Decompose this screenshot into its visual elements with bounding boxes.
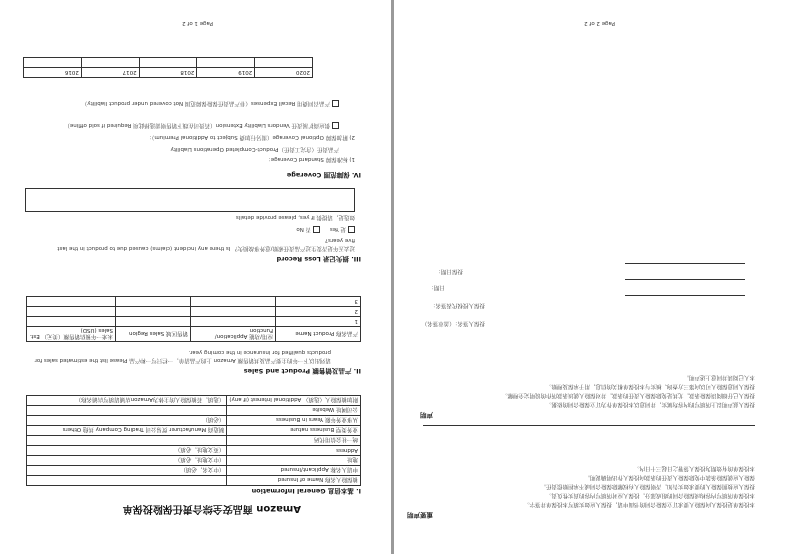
date-label: 日期： — [428, 284, 445, 290]
table-cell: 从事业务年限 Years in Business — [227, 416, 361, 426]
coverage-option-vendors — [64, 122, 339, 130]
table-cell: 被保险人名称 Name of Insured — [227, 476, 361, 486]
representative-line[interactable] — [625, 295, 745, 296]
table-cell[interactable] — [27, 317, 116, 327]
table-cell: 附加被保险人（选填） Additional Interest (if any) — [227, 396, 361, 406]
list-item: 本投保单所填写内容构成保险合同的组成部分，投保人应对所填写内容的真实性负责。 — [545, 492, 755, 498]
table-cell: 统一社会信用代码 — [227, 436, 361, 446]
table-cell[interactable]: 制造商 Manufacturer 贸易公司 Trading Company 其他 Others — [27, 426, 227, 436]
table-row — [27, 476, 361, 486]
table-cell[interactable] — [27, 297, 116, 307]
yes-checkbox[interactable] — [348, 226, 355, 233]
table-header-row — [27, 327, 361, 342]
table-cell[interactable] — [139, 58, 197, 68]
notes-list — [425, 463, 755, 508]
section-general-heading: I. 基本信息 General Information — [251, 487, 361, 495]
loss-detail-box[interactable] — [25, 188, 355, 212]
no-label: 否 No — [296, 226, 312, 232]
row-number: 1 — [276, 317, 361, 327]
table-cell: 地址 — [227, 456, 361, 466]
table-row — [27, 446, 361, 456]
list-item: 投保人应按照保险人的要求如实告知，否则保险人有权解除保险合同或不承担赔偿责任。 — [540, 483, 755, 489]
table-cell[interactable]: （必填） — [27, 416, 227, 426]
date-line[interactable] — [625, 279, 745, 280]
year-cell: 2017 — [81, 68, 139, 78]
vendors-checkbox[interactable] — [332, 122, 339, 129]
table-header: 应用/功能 Application/ Function — [191, 327, 276, 342]
list-item: 投保人兹声明以上所填写的内容均属实，并同意以本投保单作为订立保险合同的依据。 — [545, 401, 755, 407]
table-row — [27, 466, 361, 476]
list-item: 投保人同意保险人可以向第三方查询、核实与本投保单相关的信息，用于承保及理赔。 — [545, 383, 755, 389]
table-row — [27, 456, 361, 466]
notes-heading: 重要声明 — [407, 511, 433, 519]
table-cell[interactable] — [255, 58, 313, 68]
table-row — [27, 406, 361, 416]
row-number: 3 — [276, 297, 361, 307]
right-page — [394, 0, 785, 554]
row-number: 2 — [276, 307, 361, 317]
table-cell[interactable] — [27, 436, 227, 446]
table-cell[interactable] — [81, 58, 139, 68]
declarations-heading: 声明 — [420, 411, 433, 419]
table-cell[interactable] — [116, 297, 191, 307]
table-cell: 业务类型 Business nature — [227, 426, 361, 436]
loss-detail-label: 如选是，请提供 If yes, please provide details — [235, 214, 355, 220]
table-cell[interactable]: （中文地址，必填） — [27, 456, 227, 466]
yes-label: 是 Yes — [329, 226, 346, 232]
table-cell[interactable]: （中文名，必填） — [27, 466, 227, 476]
year-cell: 2020 — [255, 68, 313, 78]
recall-label: 产品召回费用 Recall Expenses（非产品责任保险保障范围 Not covered under product liability） — [81, 100, 330, 106]
table-row — [27, 416, 361, 426]
page-number: Page 2 of 2 — [584, 20, 615, 26]
no-checkbox[interactable] — [313, 226, 320, 233]
coverage-standard: 1) 标准保障 Standard Coverage： — [265, 156, 355, 162]
list-item: 保险人应就保险条款中免除保险人责任的条款向投保人作出明确说明。 — [584, 474, 755, 480]
general-info-table — [26, 395, 361, 486]
section-loss-heading: III. 损失记录 Loss Record — [276, 255, 361, 263]
coverage-standard-detail: 产品责任（含完工责任）Product-Completed Operations Liability — [170, 146, 339, 152]
table-row — [27, 307, 361, 317]
table-row — [27, 426, 361, 436]
application-date-line[interactable] — [625, 263, 745, 264]
application-date-label: 投保日期： — [435, 268, 463, 274]
table-header-row — [24, 68, 313, 78]
table-row — [27, 436, 361, 446]
table-cell[interactable] — [116, 307, 191, 317]
loss-options — [296, 226, 355, 234]
representative-label: 投保人授权代表签名： — [429, 302, 485, 308]
list-item: 本投保单的有效期为投保人签署之日起三十日内。 — [633, 465, 755, 471]
form-body — [0, 0, 391, 554]
page-number: Page 1 of 2 — [182, 20, 213, 26]
year-cell: 2016 — [24, 68, 82, 78]
list-item: 投保人已仔细阅读保险条款，尤其是免除保险人责任的条款，并对保险人就该条款所作的说明完全理解。 — [501, 392, 755, 398]
list-item: 本人已阅读并同意上述声明。 — [683, 374, 755, 380]
table-cell[interactable] — [191, 317, 276, 327]
right-page-content — [394, 0, 785, 554]
form-title: Amazon 商品安全综合责任保险投保单 — [122, 503, 301, 514]
table-cell[interactable] — [197, 58, 255, 68]
table-cell[interactable] — [27, 307, 116, 317]
declarations-list — [425, 372, 755, 408]
coverage-option-recall — [82, 100, 339, 108]
table-cell[interactable] — [191, 297, 276, 307]
section-coverage-heading: IV. 保障范围 Coverage — [286, 171, 361, 179]
table-header: 未来一年预估销售额（美元） Est. Sales (USD) — [27, 327, 116, 342]
table-cell[interactable] — [27, 406, 227, 416]
vendors-label: 供应商扩展责任 Vendors Liability Extension（若贵司在线下销售则需选择此项 Required if sold offline） — [64, 122, 330, 128]
list-item: 本投保单是投保人向保险人要求订立保险合同的书面申请，投保人应如实填写本投保单并签字。 — [523, 501, 755, 507]
table-cell: 公司网址 Website — [227, 406, 361, 416]
table-row — [27, 297, 361, 307]
section-products-heading: II. 产品及销售额 Product and Sales — [243, 367, 361, 375]
table-cell: 申请人名称 Applicant/Insured — [227, 466, 361, 476]
table-cell[interactable] — [27, 476, 227, 486]
table-cell[interactable] — [24, 58, 82, 68]
products-table — [26, 296, 361, 342]
loss-question: 过去五年是否发生过产品责任索赔/意外事故损失？ Is there any incident (claims) caused due to product in the last five years? — [57, 237, 355, 251]
table-header: 销售区域 Sales Region — [116, 327, 191, 342]
table-header: 产品名称 Product Name — [276, 327, 361, 342]
table-cell[interactable]: （选填，若被保险人的主体为Amazon店铺请填写店铺名称） — [27, 396, 227, 406]
table-cell[interactable] — [116, 317, 191, 327]
table-row — [24, 58, 313, 68]
table-cell: Address — [227, 446, 361, 456]
divider — [423, 425, 755, 426]
section-products-note: 请列出以下一年的主要产品及其销售额 Amazon 上的产品清单，一栏只写一种产品 Please list the estimated sales for products qualified for insurance in the coming year. — [34, 349, 331, 363]
coverage-optional: 2) 附加保障 Optional Coverage（需另行加费 Subject to Additional Premium）： — [146, 134, 355, 140]
year-cell: 2018 — [139, 68, 197, 78]
recall-years-table — [23, 57, 313, 78]
recall-checkbox[interactable] — [332, 100, 339, 107]
table-row — [27, 396, 361, 406]
table-cell[interactable]: （英文地址，必填） — [27, 446, 227, 456]
signature-label: 投保人签名：（盖章签名） — [421, 320, 485, 326]
table-row — [27, 317, 361, 327]
year-cell: 2019 — [197, 68, 255, 78]
table-cell[interactable] — [191, 307, 276, 317]
left-page — [0, 0, 391, 554]
